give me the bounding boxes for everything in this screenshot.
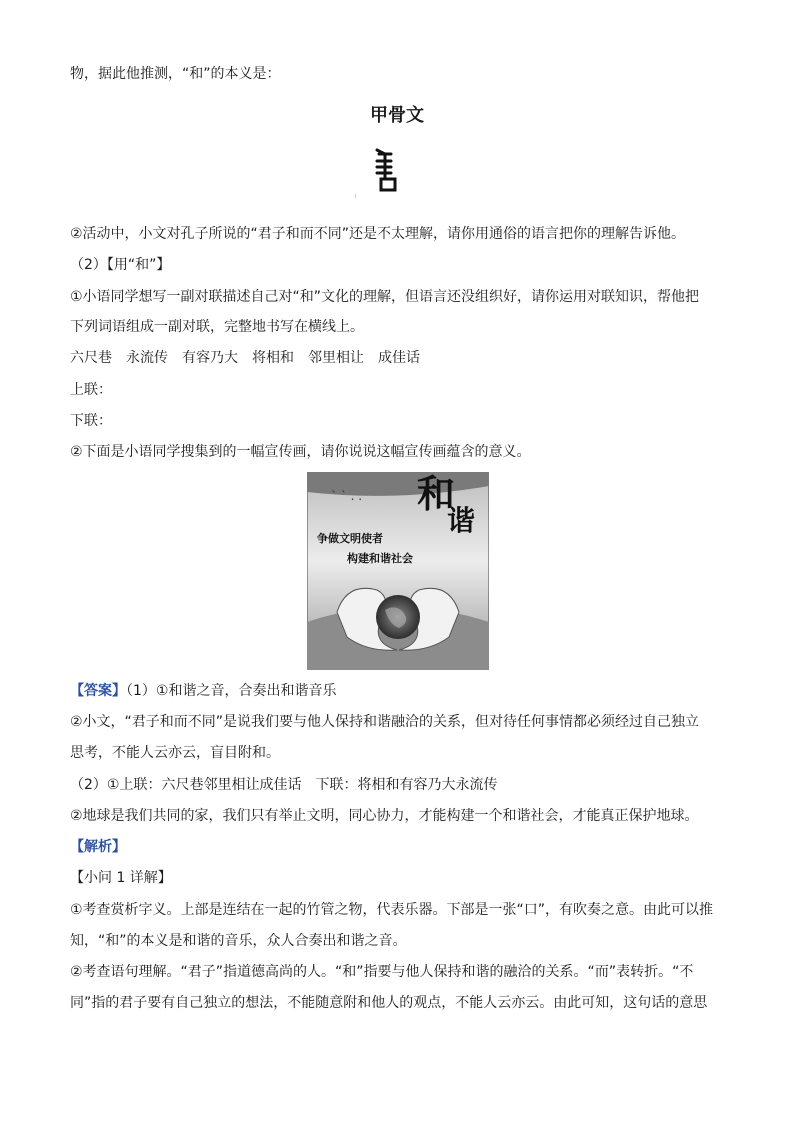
lower-couplet-label: 下联： [70,413,112,429]
upper-couplet-label: 上联： [70,382,112,398]
text-line: 同”指的君子要有自己独立的想法，不能随意附和他人的观点，不能人云亦云。由此可知，这句话的意思 [70,995,708,1011]
poster-big-char-1: 和 [417,471,456,516]
text-line: 物，据此他推测，“和”的本义是： [70,66,281,82]
svg-text:` ` . .: ` ` . . [331,489,363,503]
answer-text: （1）①和谐之音，合奏出和谐音乐 [126,683,337,699]
text-line: ①考查赏析字义。上部是连结在一起的竹管之物，代表乐器。下部是一张“口”，有吹奏之意。由此可以推 [70,902,714,918]
text-line: ②下面是小语同学搜集到的一幅宣传画，请你说说这幅宣传画蕴含的意义。 [70,444,531,460]
text-line: ②考查语句理解。“君子”指道德高尚的人。“和”指要与他人保持和谐的融洽的关系。“而”表转折。“不 [70,964,694,980]
propaganda-poster [307,472,489,670]
sub-question-heading: 【小问 1 详解】 [70,870,172,886]
text-line: ①小语同学想写一副对联描述自己对“和”文化的理解，但语言还没组织好，请你运用对联知识，帮他把 [70,289,700,305]
answer-line-1 [70,681,730,701]
text-line: ②小文，“君子和而不同”是说我们要与他人保持和谐融洽的关系，但对待任何事情都必须经过自己独立 [70,714,700,730]
oracle-bone-title: 甲骨文 [370,105,424,126]
poster-slogan-2: 构建和谐社会 [347,552,413,565]
analysis-tag: 【解析】 [70,839,126,855]
text-line: ②活动中，小文对孔子所说的“君子和而不同”还是不太理解，请你用通俗的语言把你的理解告诉他。 [70,226,686,242]
text-line: 下列词语组成一副对联，完整地书写在横线上。 [70,319,364,335]
text-line: 思考，不能人云亦云，盲目附和。 [70,745,280,761]
text-line: 知，“和”的本义是和谐的音乐，众人合奏出和谐之音。 [70,933,407,949]
poster-slogan-1: 争做文明使者 [317,532,383,545]
text-line: （2）【用“和”】 [70,257,171,273]
oracle-bone-glyph [355,148,415,198]
text-line: ②地球是我们共同的家，我们只有举止文明，同心协力，才能构建一个和谐社会，才能真正保护地球。 [70,808,699,824]
word-list: 六尺巷 永流传 有容乃大 将相和 邻里相让 成佳话 [70,350,420,366]
answer-tag: 【答案】 [70,683,126,699]
text-line: （2）①上联：六尺巷邻里相让成佳话 下联：将相和有容乃大永流传 [70,777,498,793]
poster-big-char-2: 谐 [447,504,476,537]
